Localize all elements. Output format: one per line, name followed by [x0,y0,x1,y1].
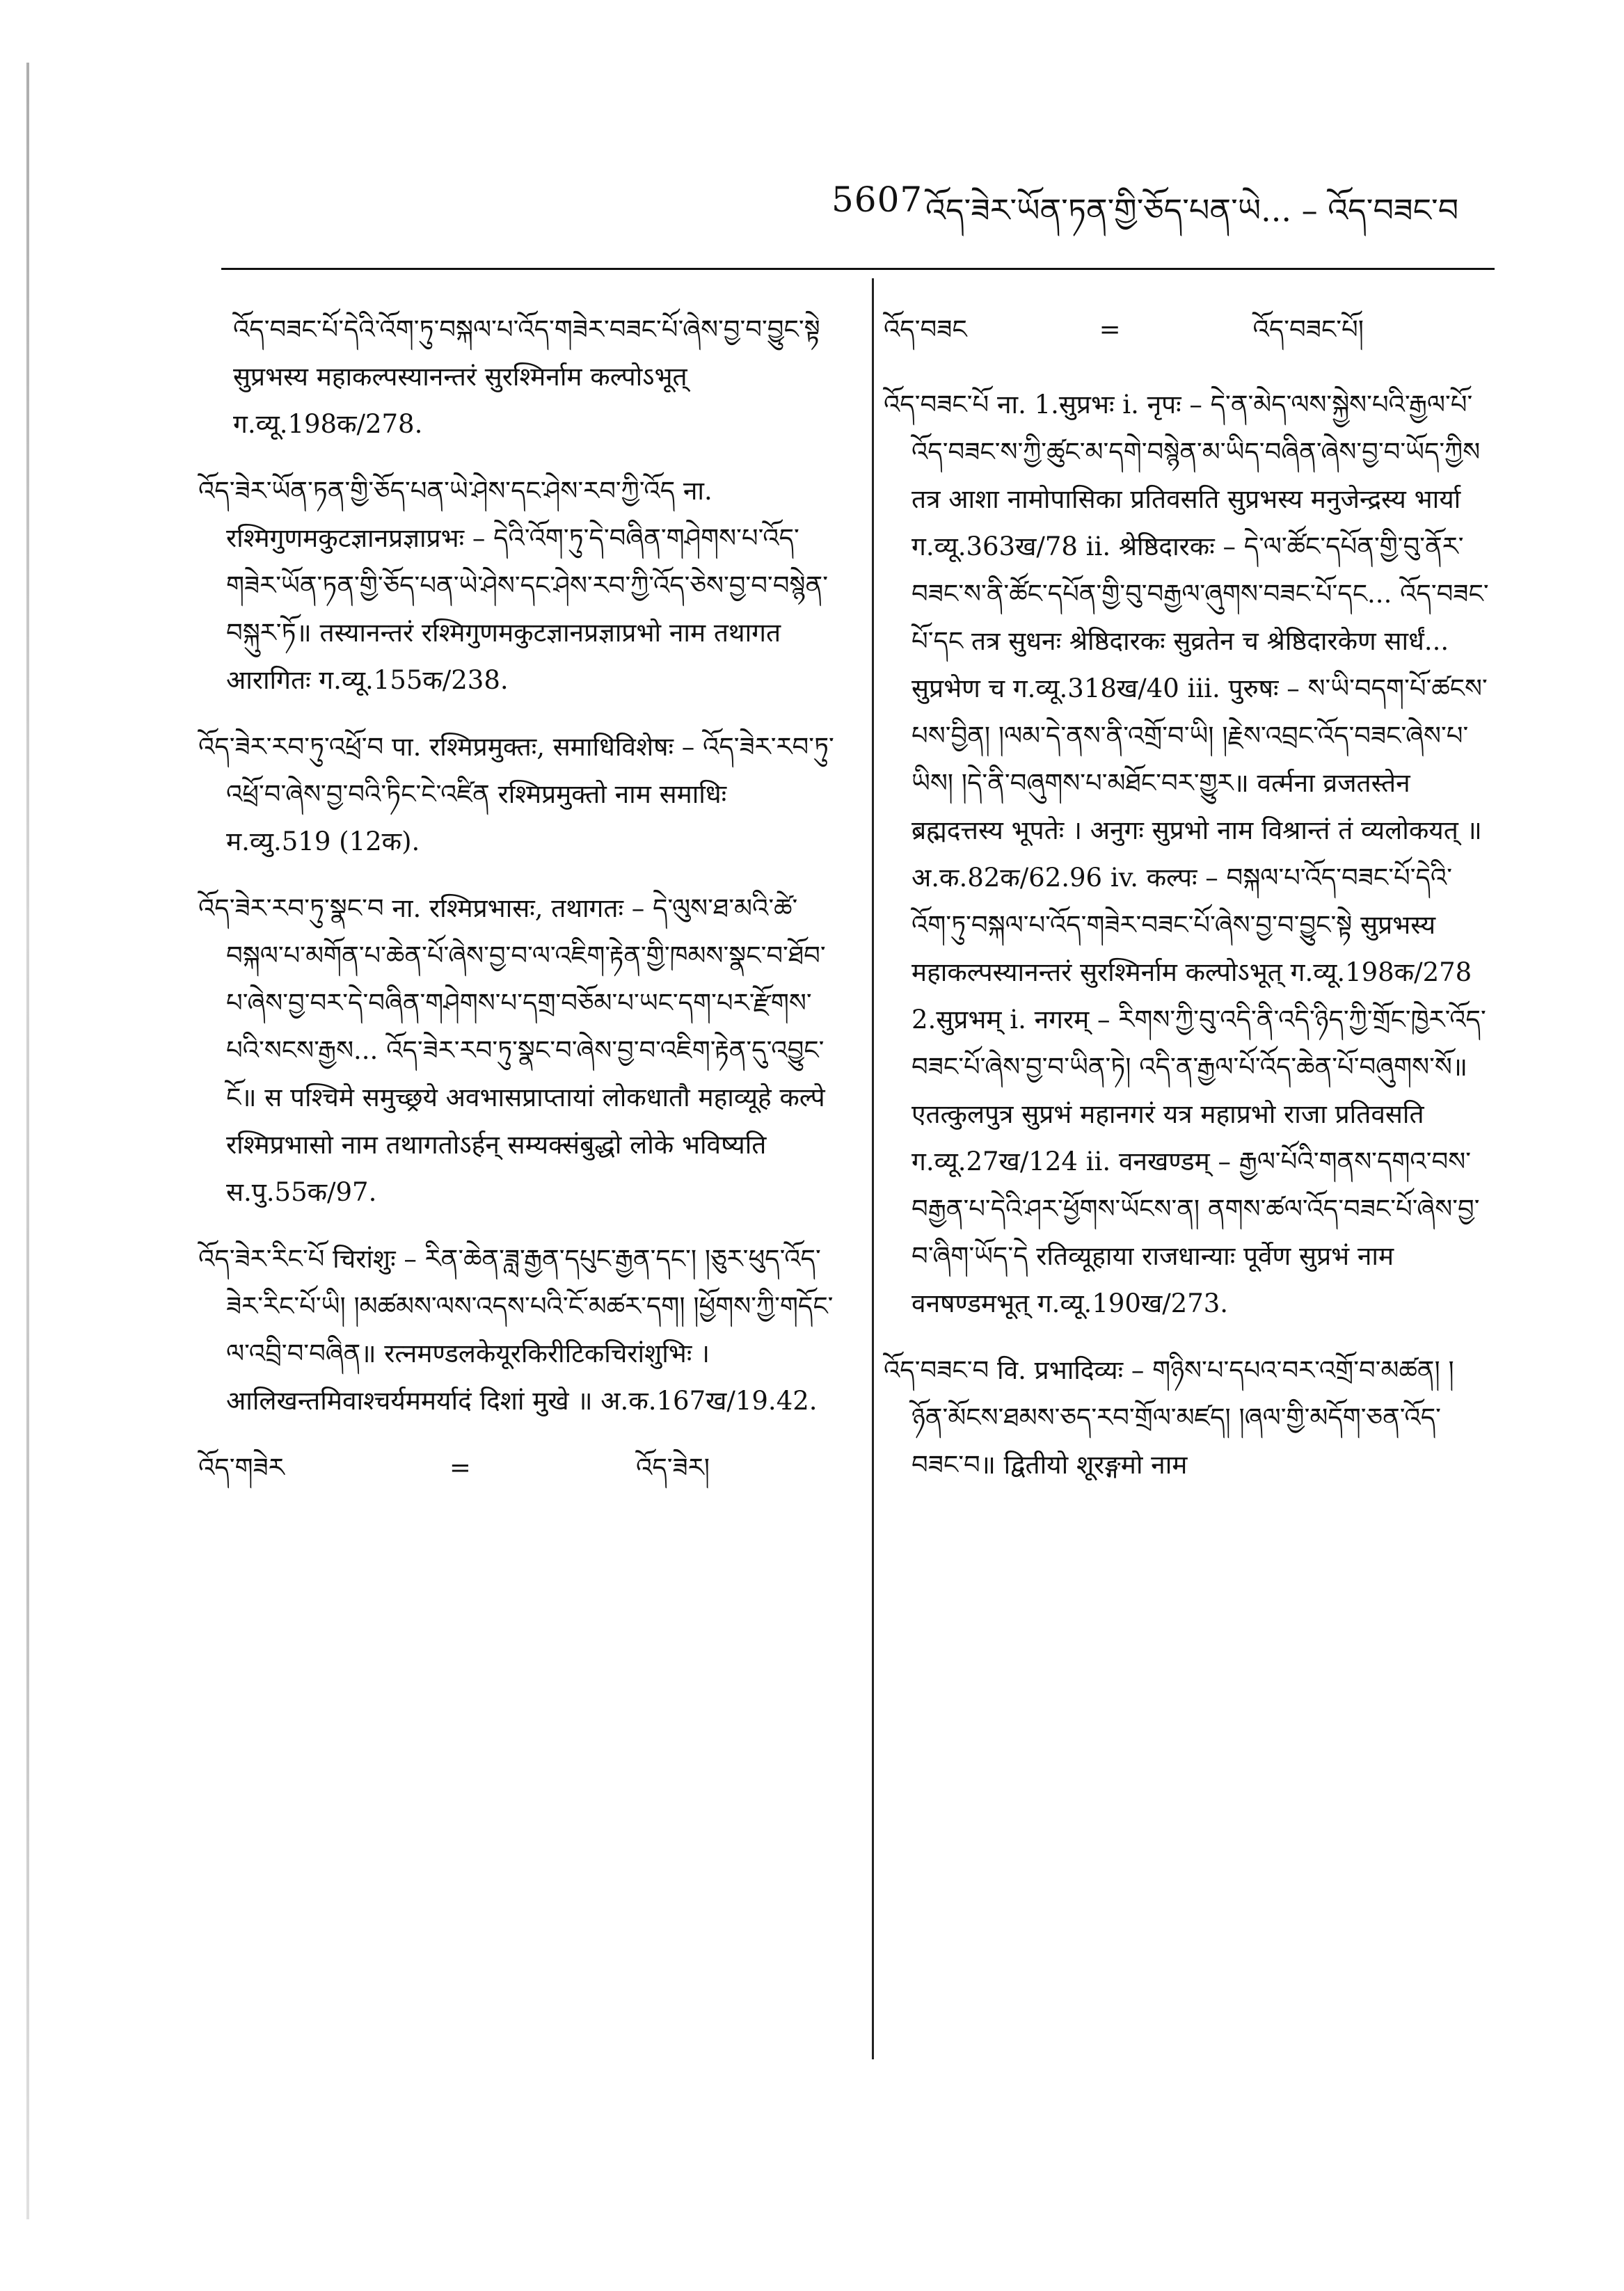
dictionary-entry: འོད་བཟང་བ वि. प्रभादिव्यः – གཉིས་པ་དཔའ་བར་འགྲོ་བ་མཚན། །ཉོན་མོངས་ཐམས་ཅད་རབ་གྲོལ་མཛད། །ཞལ་གྱི་མདོག་ཅན་འོད་བཟང་བ॥ द्वितीयो शूरङ्गमो नाम [884,1355,1454,1480]
running-head: འོད་ཟེར་ཡོན་ཏན་གྱི་ཅོད་པན་ཡེ... – འོད་བཟང་བ [925,191,1459,229]
cross-reference-term: འོད་བཟང [884,314,967,344]
header-rule [221,268,1495,270]
page-number: 5607 [831,179,923,220]
dictionary-entry: འོད་ཟེར་ཡོན་ཏན་གྱི་ཅོད་པན་ཡེ་ཤེས་དང་ཤེས་རབ་ཀྱི་འོད ना. रश्मिगुणमकुटज्ञानप्रज्ञाप्रभः – དེའི་འོག་ཏུ་དེ་བཞིན་གཤེགས་པ་འོད་གཟེར་ཡོན་ཏན་གྱི་ཅོད་པན་ཡེ་ཤེས་དང་ཤེས་རབ་ཀྱི་འོད་ཅེས་བྱ་བ་བསྙེན་བསྐུར་ཏོ॥ तस्यानन्तरं रश्मिगुणमकुटज्ञानप्रज्ञाप्रभो नाम तथागत आरागितः ग.व्यू.155क/238. [198,476,828,695]
dictionary-entry: འོད་ཟེར་རབ་ཏུ་འཕྲོ་བ पा. रश्मिप्रमुक्तः, समाधिविशेषः – འོད་ཟེར་རབ་ཏུ་འཕྲོ་བ་ཞེས་བྱ་བའི་ཏིང་ངེ་འཛིན रश्मिप्रमुक्तो नाम समाधिः म.व्यु.519 (12क). [198,732,834,856]
dictionary-entry: འོད་ཟེར་རབ་ཏུ་སྣང་བ ना. रश्मिप्रभासः, तथागतः – དེ་ལུས་ཐ་མའི་ཚེ་བསྐལ་པ་མགོན་པ་ཆེན་པོ་ཞེས་བྱ་བ་ལ་འཇིག་རྟེན་གྱི་ཁམས་སྣང་བ་ཐོབ་པ་ཞེས་བྱ་བར་དེ་བཞིན་གཤེགས་པ་དགྲ་བཅོམ་པ་ཡང་དག་པར་རྫོགས་པའི་སངས་རྒྱས... འོད་ཟེར་རབ་ཏུ་སྣང་བ་ཞེས་བྱ་བ་འཇིག་རྟེན་དུ་འབྱུང་ངོ॥ स पश्चिमे समुच्छ्रये अवभासप्राप्तायां लोकधातौ महाव्यूहे कल्पे रश्मिप्रभासो नाम तथागतोऽर्हन् सम्यक्संबुद्धो लोके भविष्यति स.पु.55क/97. [198,893,826,1207]
cross-reference [884,306,1489,353]
cross-reference-target: འོད་བཟང་པོ། [1252,314,1364,344]
cross-reference [198,1444,835,1492]
scan-edge [26,63,29,2219]
dictionary-entry: འོད་བཟང་པོ་དེའི་འོག་ཏུ་བསྐལ་པ་འོད་གཟེར་བཟང་པོ་ཞེས་བྱ་བ་བྱུང་སྟེ सुप्रभस्य महाकल्पस्यानन्तरं सुरश्मिर्नाम कल्पोऽभूत् ग.व्यू.198क/278. [233,314,820,439]
cross-reference-target: འོད་ཟེར། [636,1453,710,1483]
equals-sign: = [449,1453,471,1483]
cross-reference-term: འོད་གཟེར [198,1453,285,1483]
dictionary-entry: འོད་བཟང་པོ ना. 1.सुप्रभः i. नृपः – དེ་ན་མེད་ལས་སྐྱེས་པའི་རྒྱལ་པོ་འོད་བཟང་ས་ཀྱི་ཚུང་མ་དགེ་བསྙེན་མ་ཡིད་བཞིན་ཞེས་བྱ་བ་ཡོད་ཀྱིས तत्र आशा नामोपासिका प्रतिवसति सुप्रभस्य मनुजेन्द्रस्य भार्या ग.व्यू.363ख/78 ii. श्रेष्ठिदारकः – དེ་ལ་ཚོང་དཔོན་གྱི་བུ་ནོར་བཟང་ས་ནི་ཚོང་དཔོན་གྱི་བུ་བརྒྱལ་ཞུགས་བཟང་པོ་དང... འོད་བཟང་པོ་དང तत्र सुधनः श्रेष्ठिदारकः सुव्रतेन च श्रेष्ठिदारकेण सार्धं... सुप्रभेण च ग.व्यू.318ख/40 iii. पुरुषः – ས་ཡི་བདག་པོ་ཚངས་པས་བྱིན། །ལམ་དེ་ནས་ནི་འགྲོ་བ་ཡི། །རྗེས་འབྲང་འོད་བཟང་ཞེས་པ་ཡིས། །དེ་ནི་བཞུགས་པ་མཐོང་བར་གྱུར॥ वर्त्मना व्रजतस्तेन ब्रह्मदत्तस्य भूपतेः । अनुगः सुप्रभो नाम विश्रान्तं तं व्यलोकयत् ॥ अ.क.82क/62.96 iv. कल्पः – བསྐལ་པ་འོད་བཟང་པོ་དེའི་འོག་ཏུ་བསྐལ་པ་འོད་གཟེར་བཟང་པོ་ཞེས་བྱ་བ་བྱུང་སྟེ सुप्रभस्य महाकल्पस्यानन्तरं सुरश्मिर्नाम कल्पोऽभूत् ग.व्यू.198क/278 2.सुप्रभम् i. नगरम् – རིགས་ཀྱི་བུ་འདི་ནི་འདི་ཉིད་ཀྱི་གྲོང་ཁྱེར་འོད་བཟང་པོ་ཞེས་བྱ་བ་ཡིན་ཏེ། འདི་ན་རྒྱལ་པོ་འོད་ཆེན་པོ་བཞུགས་སོ॥ एतत्कुलपुत्र सुप्रभं महानगरं यत्र महाप्रभो राजा प्रतिवसति ग.व्यू.27ख/124 ii. वनखण्डम् – རྒྱལ་པོའི་གནས་དགའ་བས་བརྒྱན་པ་དེའི་ཤར་ཕྱོགས་ཡོངས་ན། ནགས་ཚལ་འོད་བཟང་པོ་ཞེས་བྱ་བ་ཞིག་ཡོད་དེ रतिव्यूहाया राजधान्याः पूर्वेण सुप्रभं नाम वनषण्डमभूत् ग.व्यू.190ख/273. [884,390,1489,1318]
right-column [884,306,1489,1508]
dictionary-entry: འོད་ཟེར་རིང་པོ चिरांशुः – རིན་ཆེན་ཟླ་རྒྱན་དཔུང་རྒྱན་དང་། །ཅུར་ཕུད་འོད་ཟེར་རིང་པོ་ཡི། །མཚམས་ལས་འདས་པའི་ངོ་མཚར་དག། །ཕྱོགས་ཀྱི་གདོང་ལ་འབྲི་བ་བཞིན॥ रत्नमण्डलकेयूरकिरीटिकचिरांशुभिः । आलिखन्तमिवाश्चर्यममर्यादं दिशां मुखे ॥ अ.क.167ख/19.42. [198,1244,834,1416]
equals-sign: = [1099,314,1121,344]
column-divider [872,278,874,2059]
left-column [198,306,835,1519]
